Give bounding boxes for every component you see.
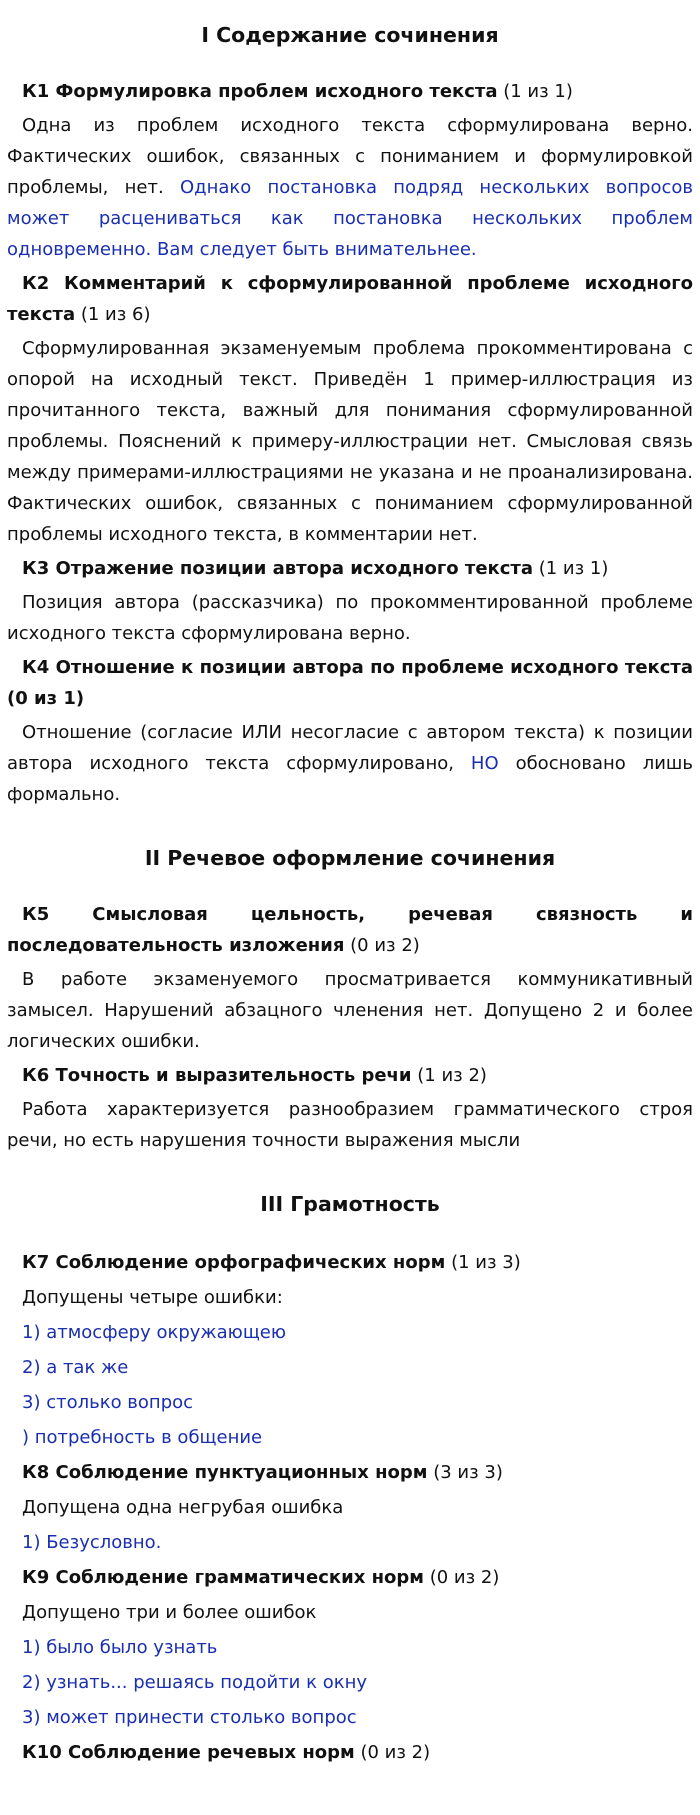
error-item: 2) узнать... решаясь подойти к окну (22, 1672, 367, 1693)
criterion-k9-heading (7, 1560, 693, 1595)
criterion-k1-note: Однако постановка подряд нескольких вопросов может расцениваться как постановка нескольких проблем одновременно. Вам следует быть внимательнее. (7, 177, 693, 260)
criterion-k5-label: К5 Смысловая цельность, речевая связность и последовательность изложения (7, 904, 693, 956)
criterion-k2-comment: Сформулированная экзаменуемым проблема прокомментирована с опорой на исходный текст. Приведён 1 пример-иллюстрация из прочитанного текста, важный для понимания сформулированной проблемы. Пояснений к примеру-иллюстрации нет. Смысловая связь между примерами-иллюстрациями не указана и не проанализирована. Фактических ошибок, связанных с пониманием сформулированной проблемы исходного текста, в комментарии нет. (7, 338, 693, 545)
criterion-k1-label: К1 Формулировка проблем исходного текста (22, 81, 498, 102)
criterion-k8-summary: Допущена одна негрубая ошибка (22, 1497, 344, 1518)
error-item: 2) а так же (22, 1357, 129, 1378)
criterion-k7-heading (7, 1245, 693, 1280)
criterion-k10-label: К10 Соблюдение речевых норм (22, 1742, 355, 1763)
criterion-k3-score: (1 из 1) (538, 558, 609, 579)
section-content (7, 0, 693, 810)
criterion-k4-highlight: НО (470, 753, 499, 774)
criterion-k7-label: К7 Соблюдение орфографических норм (22, 1252, 446, 1273)
error-item: 3) столько вопрос (22, 1392, 194, 1413)
criterion-k6-score: (1 из 2) (417, 1065, 487, 1086)
criterion-k7-score: (1 из 3) (451, 1252, 521, 1273)
criterion-k9-summary: Допущено три и более ошибок (22, 1602, 317, 1623)
criterion-k4-text-before: Отношение (согласие ИЛИ несогласие с автором текста) к позиции автора исходного текста сформулировано, (7, 722, 693, 774)
criterion-k4-label: К4 Отношение к позиции автора по проблеме исходного текста (0 из 1) (7, 657, 693, 709)
criterion-k3-comment: Позиция автора (рассказчика) по прокомментированной проблеме исходного текста сформулирована верно. (7, 592, 693, 644)
criterion-k4-heading (7, 652, 693, 714)
criterion-k9-score: (0 из 2) (429, 1567, 500, 1588)
criterion-k5-comment: В работе экзаменуемого просматривается коммуникативный замысел. Нарушений абзацного членения нет. Допущено 2 и более логических ошибки. (7, 969, 693, 1052)
criterion-k3-heading (7, 553, 693, 584)
section-speech (7, 843, 693, 1156)
criterion-k10-score: (0 из 2) (360, 1742, 431, 1763)
criterion-k8-label: К8 Соблюдение пунктуационных норм (22, 1462, 428, 1483)
criterion-k3-label: К3 Отражение позиции автора исходного текста (22, 558, 533, 579)
section-title-speech: II Речевое оформление сочинения (144, 846, 556, 870)
criterion-k6-label: К6 Точность и выразительность речи (22, 1065, 412, 1086)
criterion-k4-text-after: обосновано лишь формально. (7, 753, 694, 805)
criterion-k6-comment: Работа характеризуется разнообразием грамматического строя речи, но есть нарушения точности выражения мысли (7, 1099, 693, 1151)
section-title-content: I Содержание сочинения (201, 23, 499, 47)
criterion-k6-heading (7, 1060, 693, 1091)
criterion-k8-heading (7, 1455, 693, 1490)
error-item: ) потребность в общение (22, 1427, 263, 1448)
criterion-k8-score: (3 из 3) (433, 1462, 503, 1483)
criterion-k5-heading (7, 899, 693, 961)
criterion-k2-label: К2 Комментарий к сформулированной проблеме исходного текста (7, 273, 693, 325)
criterion-k4-comment (7, 717, 693, 810)
criterion-k5-score: (0 из 2) (350, 935, 420, 956)
criterion-k2-heading (7, 268, 693, 330)
error-item: 1) было было узнать (22, 1637, 218, 1658)
criterion-k10-heading (7, 1735, 693, 1770)
criterion-k1-comment (7, 110, 693, 265)
criterion-k2-score: (1 из 6) (80, 304, 151, 325)
criterion-k1-score: (1 из 1) (503, 81, 573, 102)
error-item: 3) может принести столько вопрос (22, 1707, 357, 1728)
criterion-k9-label: К9 Соблюдение грамматических норм (22, 1567, 424, 1588)
error-item: 1) Безусловно. (22, 1532, 162, 1553)
criterion-k7-summary: Допущены четыре ошибки: (22, 1287, 283, 1308)
section-title-literacy: III Грамотность (260, 1192, 440, 1216)
criterion-k1-heading (7, 76, 693, 107)
criterion-k1-text: Одна из проблем исходного текста сформулирована верно. Фактических ошибок, связанных с пониманием и формулировкой проблемы, нет. (7, 115, 693, 198)
error-item: 1) атмосферу окружающею (22, 1322, 287, 1343)
section-literacy (7, 1189, 693, 1770)
